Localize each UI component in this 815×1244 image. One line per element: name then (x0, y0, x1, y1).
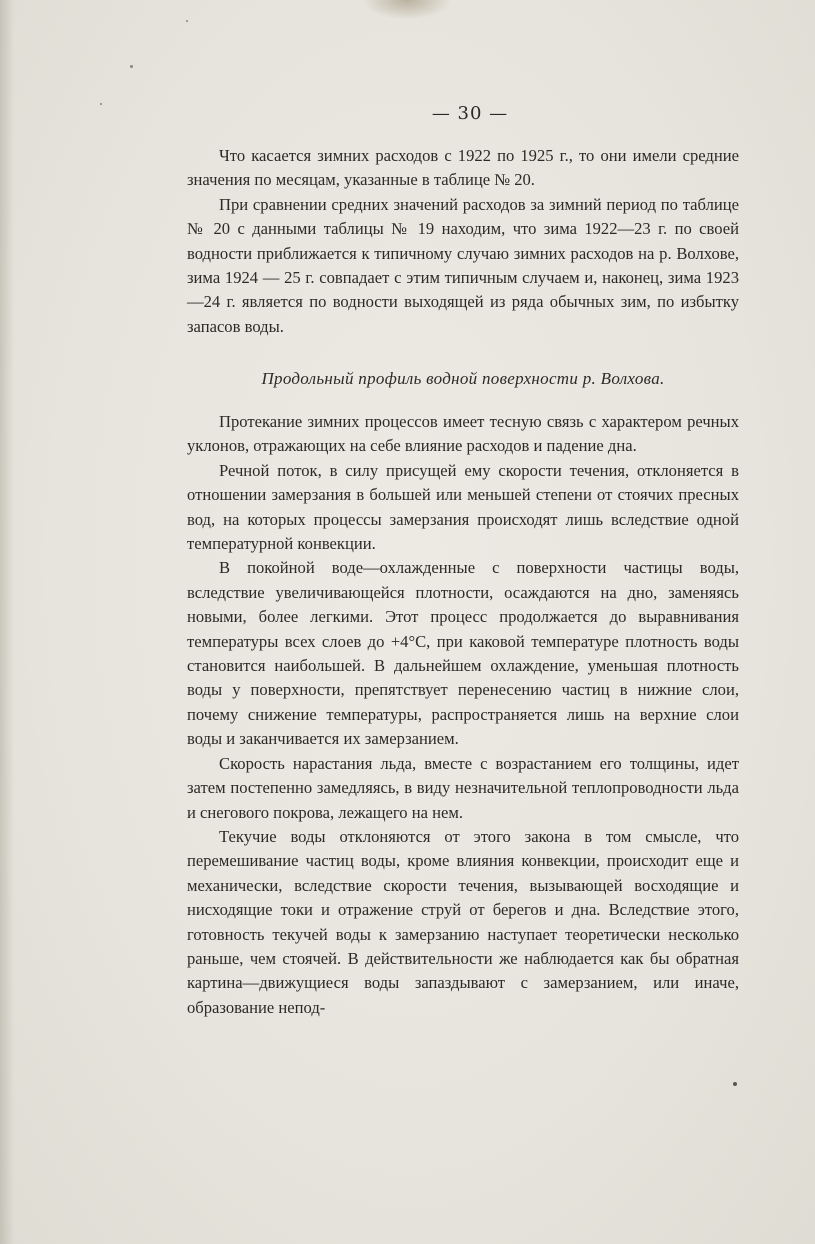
paper-speck (186, 20, 188, 22)
paragraph: При сравнении средних значений расходов за зимний период по таблице № 20 с данными таблицы № 19 находим, что зима 1922—23 г. по своей водности приближается к типичному случаю зимних расходов на р. Волхове, зима 1924 — 25 г. совпадает с этим типичным случаем и, наконец, зима 1923—24 г. является по водности выходящей из ряда обычных зим, по избытку запасов воды. (187, 194, 739, 336)
text-block-main (187, 410, 739, 1020)
paragraph: Что касается зимних расходов с 1922 по 1925 г., то они имели средние значения по месяцам, указанные в таблице № 20. (187, 146, 739, 190)
section-heading: Продольный профиль водной поверхности р. Волхова. (261, 369, 665, 388)
paper-stain (362, 0, 452, 20)
page-edge-shadow (0, 0, 14, 1244)
paragraph: Речной поток, в силу присущей ему скорости течения, отклоняется в отношении замерзания в большей или меньшей степени от стоячих пресных вод, на которых процессы замерзания происходят лишь вследствие одной температурной конвекции. (187, 460, 739, 554)
text-block-top (187, 144, 739, 339)
paragraph: Протекание зимних процессов имеет тесную связь с характером речных уклонов, отражающих на себе влияние расходов и падение дна. (187, 412, 739, 456)
paragraph: В покойной воде—охлажденные с поверхности частицы воды, вследствие увеличивающейся плотности, осаждаются на дно, заменяясь новыми, более легкими. Этот процесс продолжается до выравнивания температуры всех слоев до +4°C, при каковой температуре плотность воды становится наибольшей. В дальнейшем охлаждение, уменьшая плотность воды у поверхности, препятствует перенесению частиц в нижние слои, почему снижение температуры, распространяется лишь на верхние слои воды и заканчивается их замерзанием. (187, 558, 739, 749)
page-number: — 30 — (431, 103, 509, 124)
paper-speck (130, 65, 133, 68)
paragraph: Скорость нарастания льда, вместе с возрастанием его толщины, идет затем постепенно замедляясь, в виду незначительной теплопроводности льда и снегового покрова, лежащего на нем. (187, 753, 739, 822)
paragraph: Текучие воды отклоняются от этого закона в том смысле, что перемешивание частиц воды, кроме влияния конвекции, происходит еще и механически, вследствие скорости течения, вызывающей восходящие и нисходящие токи и отражение струй от берегов и дна. Вследствие этого, готовность текучей воды к замерзанию наступает теоретически несколько раньше, чем стоячей. В действительности же наблюдается как бы обратная картина—движущиеся воды запаздывают с замерзанием, или иначе, образование непод- (187, 826, 739, 1017)
ink-dot (733, 1082, 737, 1086)
